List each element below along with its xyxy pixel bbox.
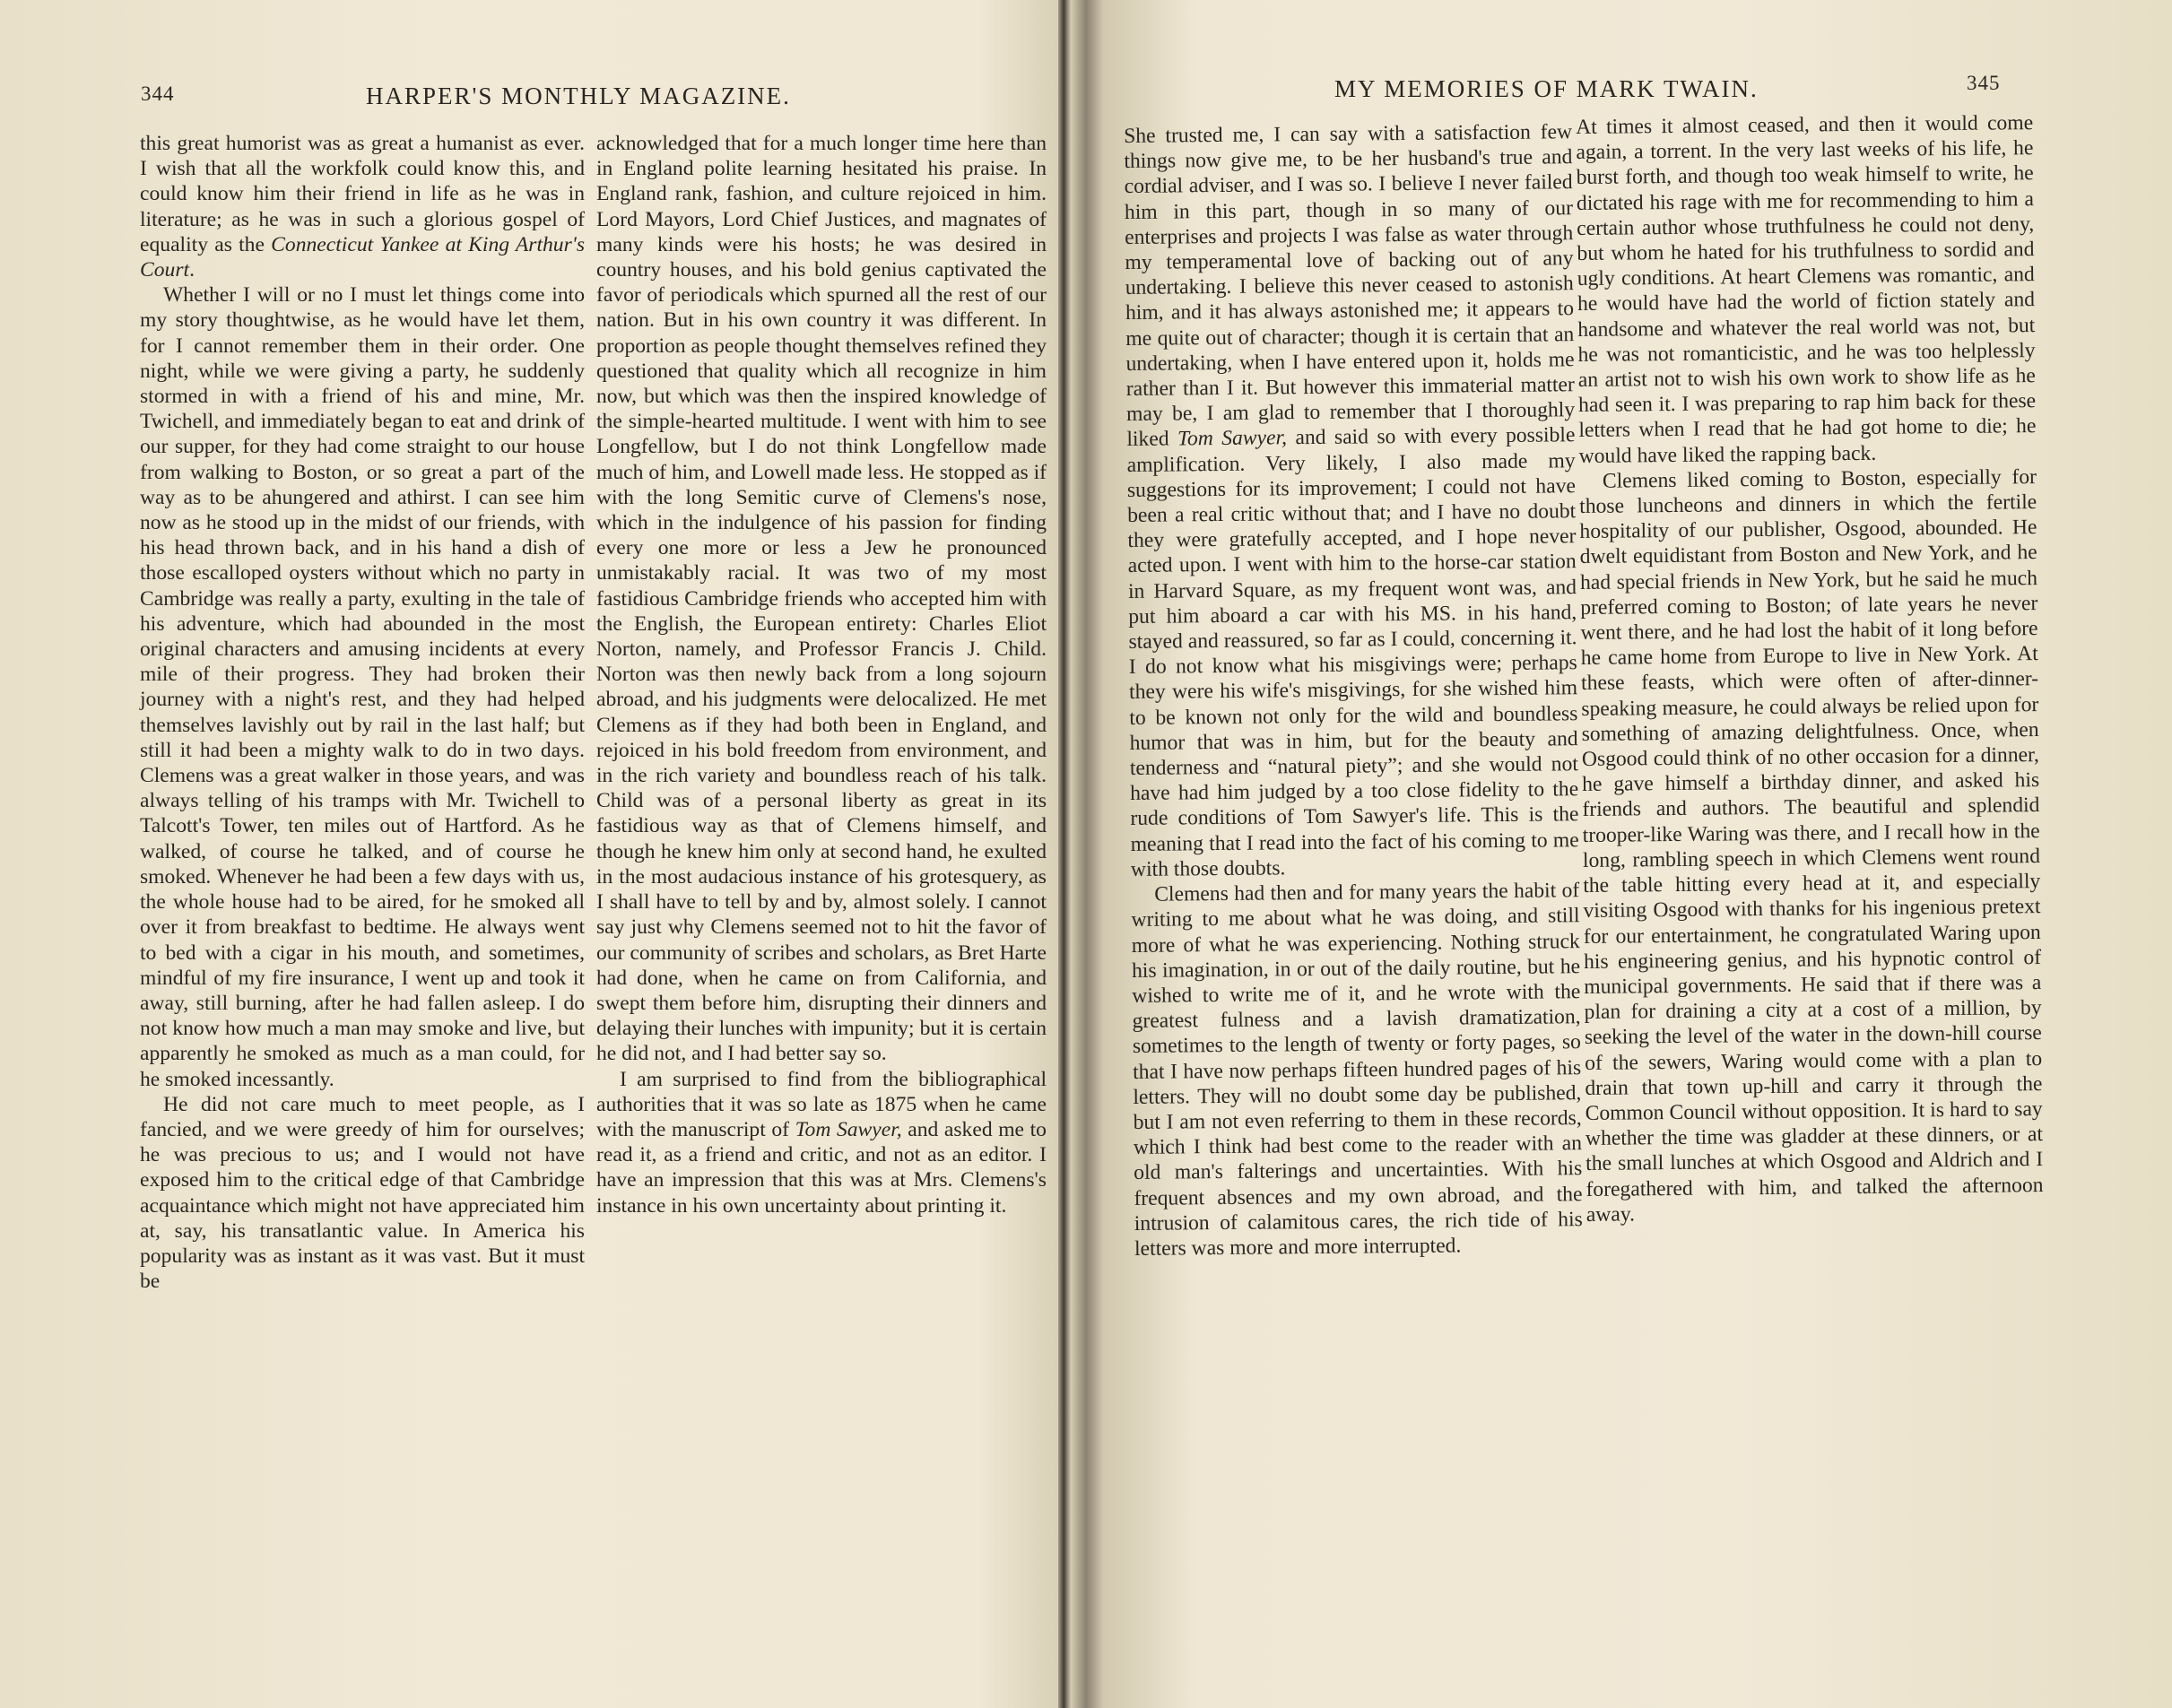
italic-title: Connecticut Yankee at King Arthur's Court — [140, 232, 586, 282]
paragraph: Clemens had then and for many years the habit of writing to me about what he was doing, and still more of what he was experiencing. Nothing struck his imagination, in or out of the daily routine, but he wished to write me of it, and he wrote with the greatest fulness and a lavish dramatization, sometimes to the length of twenty or forty pages, so that I have now perhaps fifteen hundred pages of his letters. They will no doubt some day be published, but I am not even referring to them in these records, which I think had best come to the reader with an old man's falterings and uncertainties. With his frequent absences and my own abroad, and the intrusion of calamitous cares, the rich tide of his letters was more and more interrupted. — [1131, 879, 1583, 1261]
text-column-1 — [1124, 119, 1583, 1261]
paragraph: I am surprised to find from the bibliographical authorities that it was so late as 1875 when he came with the manuscript of Tom Sawyer, and asked me to read it, as a friend and critic, and not as an editor. I have an impression that this was at Mrs. Clemens's instance in his own uncertainty about printing it. — [596, 1067, 1047, 1218]
page-number: 344 — [141, 82, 175, 105]
text-column-1 — [140, 131, 585, 1294]
text-column-2 — [1576, 110, 2044, 1227]
page-number: 345 — [1967, 72, 2001, 94]
paragraph: this great humorist was as great a humanist as ever. I wish that all the workfolk could know this, and could know him their friend in life as he was in literature; as he was in such a glorious gospel of equality as the Connecticut Yankee at King Arthur's Court. — [140, 132, 586, 282]
paragraph: She trusted me, I can say with a satisfaction few things now give me, to be her husband's true and cordial adviser, and I was so. I believe I never failed him in this part, though in so many of our enterprises and projects I was false as water through my temperamental love of backing out of any undertaking. I believe this never ceased to astonish him, and it has always astonished me; it appears to me quite out of character; though it is certain that an undertaking, when I have entered upon it, holds me rather than I it. But however this immaterial matter may be, I am glad to remember that I thoroughly liked Tom Sawyer, and said so with every possible amplification. Very likely, I also made my suggestions for its improvement; I could not have been a real critic without that; and I have no doubt they were gratefully accepted, and I hope never acted upon. I went with him to the horse-car station in Harvard Square, as my frequent wont was, and put him aboard a car with his MS. in his hand, stayed and reassured, so far as I could, concerning it. I do not know what his misgivings were; perhaps they were his wife's misgivings, for she wished him to be known not only for the wild and boundless humor that was in him, but for the beauty and tenderness and “natural piety”; and she would not have had him judged by a too close fidelity to the rude conditions of Tom Sawyer's life. This is the meaning that I read into the fact of his coming to me with those doubts. — [1124, 120, 1579, 881]
right-page — [1067, 0, 2172, 1708]
paragraph: acknowledged that for a much longer time here than in England polite learning hesitated his praise. In England rank, fashion, and culture rejoiced in him. Lord Mayors, Lord Chief Justices, and magnates of many kinds were his hosts; he was desired in country houses, and his bold genius captivated the favor of periodicals which spurned all the rest of our nation. But in his own country it was different. In proportion as people thought themselves refined they questioned that quality which all recognize in him now, but which was then the inspired knowledge of the simple-hearted multitude. I went with him to see Longfellow, but I do not think Longfellow made much of him, and Lowell made less. He stopped as if with the long Semitic curve of Clemens's nose, which in the indulgence of his passion for finding every one more or less a Jew he pronounced unmistakably racial. It was two of my most fastidious Cambridge friends who accepted him with the English, the European entirety: Charles Eliot Norton, namely, and Professor Francis J. Child. Norton was then newly back from a long sojourn abroad, and his judgments were delocalized. He met Clemens as if they had both been in England, and rejoiced in his bold freedom from environment, and in the rich variety and boundless reach of his talk. Child was of a personal liberty as great in its fastidious way as that of Clemens himself, and though he knew him only at second hand, he exulted in the most audacious instance of his grotesquery, as I shall have to tell by and by, almost solely. I cannot say just why Clemens seemed not to hit the favor of our community of scribes and scholars, as Bret Harte had done, when he came on from California, and swept them before him, disrupting their dinners and delaying their lunches with impunity; but it is certain he did not, and I had better say so. — [596, 132, 1047, 1066]
running-head: HARPER'S MONTHLY MAGAZINE. — [366, 82, 791, 109]
paragraph: Clemens liked coming to Boston, especially for those luncheons and dinners in which the fertile hospitality of our publisher, Osgood, abounded. He dwelt equidistant from Boston and New York, and he had special friends in New York, but he said he much preferred coming to Boston; of late years he never went there, and he had lost the habit of it long before he came home from Europe to live in New York. At these feasts, which were often of after-dinner-speaking measure, he could always be relied upon for something of amazing delightfulness. Once, when Osgood could think of no other occasion for a dinner, he gave himself a birthday dinner, and asked his friends and authors. The beautiful and splendid trooper-like Waring was there, and I recall how in the long, rambling speech in which Clemens went round the table hitting every head at it, and especially visiting Osgood with thanks for his ingenious pretext for our entertainment, he congratulated Waring upon his engineering genius, and his hypnotic control of municipal governments. He said that if there was a plan for draining a city at a cost of a million, by seeking the level of the water in the down-hill course of the sewers, Waring would come with a plan to drain that town up-hill and carry it through the Common Council without opposition. It is hard to say whether the time was gladder at these dinners, or at the small lunches at which Osgood and Aldrich and I foregathered with him, and talked the afternoon away. — [1579, 464, 2044, 1227]
text-column-2 — [596, 131, 1047, 1218]
paragraph: He did not care much to meet people, as I fancied, and we were greedy of him for ourselves; he was precious to us; and I would not have exposed him to the critical edge of that Cambridge acquaintance which might not have appreciated him at, say, his transatlantic value. In America his popularity was as instant as it was vast. But it must be — [140, 1092, 585, 1294]
italic-title: Tom Sawyer, — [1177, 426, 1288, 451]
paragraph: At times it almost ceased, and then it would come again, a torrent. In the very last weeks of his life, he burst forth, and though too weak himself to write, he dictated his rage with me for recommending to him a certain author whose truthfulness he could not deny, but whom he hated for his truthfulness to sordid and ugly conditions. At heart Clemens was romantic, and he would have had the world of fiction stately and handsome and whatever the real world was not, but he was not romanticistic, and he was too helplessly an artist not to wish his own work to show life as he had seen it. I was preparing to rap him back for these letters when I read that he had got home to die; he would have liked the rapping back. — [1576, 111, 2037, 468]
italic-title: Tom Sawyer, — [795, 1117, 902, 1141]
left-page — [0, 0, 1058, 1708]
paragraph: Whether I will or no I must let things come into my story thoughtwise, as he would have let them, for I cannot remember them in their order. One night, while we were giving a party, he suddenly stormed in with a friend of his and mine, Mr. Twichell, and immediately began to eat and drink of our supper, for they had come straight to our house from walking to Boston, or so great a part of the way as to be ahungered and athirst. I can see him now as he stood up in the midst of our friends, with his head thrown back, and in his hand a dish of those escalloped oysters without which no party in Cambridge was really a party, exulting in the tale of his adventure, which had abounded in the most original characters and amusing incidents at every mile of their progress. They had broken their journey with a night's rest, and they had helped themselves lavishly out by rail in the last half; but still it had been a mighty walk to do in two days. Clemens was a great walker in those years, and was always telling of his tramps with Mr. Twichell to Talcott's Tower, ten miles out of Hartford. As he walked, of course he talked, and of course he smoked. Whenever he had been a few days with us, the whole house had to be aired, for he smoked all over it from breakfast to bedtime. He always went to bed with a cigar in his mouth, and sometimes, mindful of my fire insurance, I went up and took it away, still burning, after he had fallen asleep. I do not know how much a man may smoke and live, but apparently he smoked as much as a man could, for he smoked incessantly. — [140, 283, 585, 1091]
running-head: MY MEMORIES OF MARK TWAIN. — [1334, 75, 1759, 102]
